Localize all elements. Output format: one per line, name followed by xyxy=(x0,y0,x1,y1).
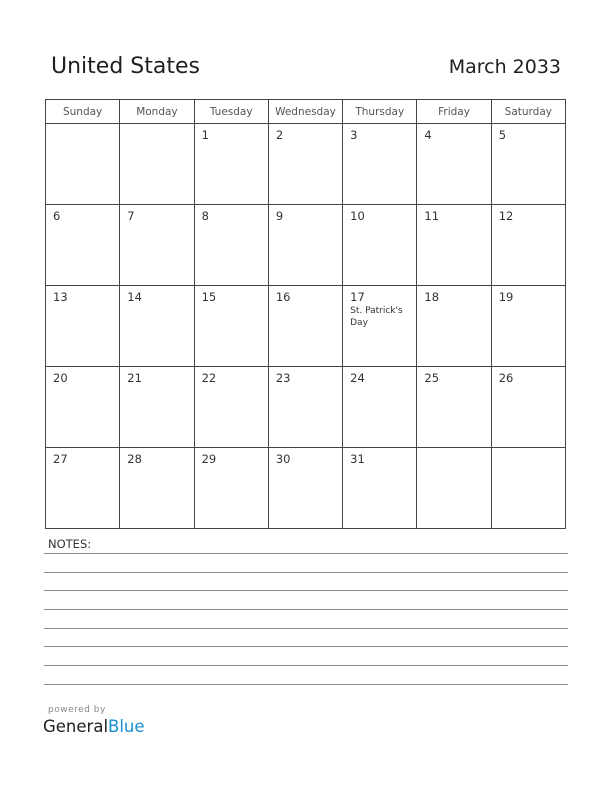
day-number: 5 xyxy=(498,128,507,142)
day-cell xyxy=(343,367,417,448)
generalblue-logo xyxy=(43,717,145,736)
notes-label: NOTES: xyxy=(48,537,92,551)
day-number: 21 xyxy=(127,371,142,385)
weekday-sunday: Sunday xyxy=(46,100,120,124)
weekday-friday: Friday xyxy=(417,100,491,124)
calendar-grid xyxy=(45,99,566,529)
country-title: United States xyxy=(51,54,200,79)
day-number: 13 xyxy=(53,290,68,304)
day-cell xyxy=(417,286,491,367)
powered-by-text: powered by xyxy=(48,705,106,715)
day-cell xyxy=(120,205,194,286)
day-cell xyxy=(268,367,342,448)
day-cell xyxy=(46,205,120,286)
day-number: 1 xyxy=(201,128,209,142)
day-number: 17 xyxy=(350,290,365,304)
empty-day-cell xyxy=(46,124,120,205)
day-cell xyxy=(268,448,342,529)
day-cell xyxy=(46,286,120,367)
weekday-tuesday: Tuesday xyxy=(194,100,268,124)
day-cell xyxy=(194,286,268,367)
weekday-monday: Monday xyxy=(120,100,194,124)
day-cell xyxy=(417,124,491,205)
day-number: 19 xyxy=(498,290,514,304)
week-row xyxy=(46,448,566,529)
day-cell xyxy=(417,205,491,286)
day-cell xyxy=(491,124,565,205)
day-number: 9 xyxy=(275,209,284,223)
day-cell xyxy=(343,124,417,205)
day-number: 10 xyxy=(350,209,365,223)
day-number: 12 xyxy=(498,209,514,223)
note-line xyxy=(44,665,568,666)
day-cell xyxy=(417,367,491,448)
day-number: 29 xyxy=(201,452,217,466)
day-cell xyxy=(268,124,342,205)
note-line xyxy=(44,684,568,685)
empty-day-cell xyxy=(120,124,194,205)
day-number: 22 xyxy=(201,371,217,385)
day-cell xyxy=(194,205,268,286)
day-cell xyxy=(268,286,342,367)
week-row xyxy=(46,124,566,205)
day-number: 7 xyxy=(127,209,135,223)
day-cell xyxy=(343,286,417,367)
day-number: 26 xyxy=(498,371,514,385)
day-number: 31 xyxy=(350,452,365,466)
day-number: 2 xyxy=(275,128,284,142)
note-line xyxy=(44,609,568,610)
day-number: 28 xyxy=(127,452,142,466)
day-cell xyxy=(46,367,120,448)
day-number: 11 xyxy=(424,209,440,223)
logo-general: General xyxy=(43,717,109,736)
empty-day-cell xyxy=(417,448,491,529)
day-number: 24 xyxy=(350,371,365,385)
day-cell xyxy=(194,124,268,205)
day-cell xyxy=(46,448,120,529)
day-number: 20 xyxy=(53,371,68,385)
day-cell xyxy=(491,205,565,286)
day-cell xyxy=(120,367,194,448)
note-line xyxy=(44,590,568,591)
weekday-thursday: Thursday xyxy=(343,100,417,124)
week-row xyxy=(46,286,566,367)
holiday-label: St. Patrick's Day xyxy=(350,306,403,328)
day-cell xyxy=(194,367,268,448)
note-line xyxy=(44,646,568,647)
note-line xyxy=(44,553,568,554)
day-number: 25 xyxy=(424,371,440,385)
day-number: 4 xyxy=(424,128,432,142)
day-number: 16 xyxy=(275,290,291,304)
day-number: 3 xyxy=(350,128,358,142)
weekday-header-row xyxy=(46,100,566,124)
note-line xyxy=(44,572,568,573)
empty-day-cell xyxy=(491,448,565,529)
day-number: 15 xyxy=(201,290,217,304)
day-cell xyxy=(491,286,565,367)
day-cell xyxy=(194,448,268,529)
day-number: 18 xyxy=(424,290,440,304)
day-number: 27 xyxy=(53,452,68,466)
weekday-saturday: Saturday xyxy=(491,100,565,124)
day-number: 30 xyxy=(275,452,291,466)
logo-blue: Blue xyxy=(108,717,145,736)
day-cell xyxy=(268,205,342,286)
day-cell xyxy=(491,367,565,448)
week-row xyxy=(46,367,566,448)
week-row xyxy=(46,205,566,286)
month-title: March 2033 xyxy=(448,56,561,78)
day-number: 23 xyxy=(275,371,291,385)
day-cell xyxy=(120,448,194,529)
day-number: 14 xyxy=(127,290,142,304)
day-cell xyxy=(343,205,417,286)
weekday-wednesday: Wednesday xyxy=(268,100,342,124)
day-number: 8 xyxy=(201,209,209,223)
day-number: 6 xyxy=(53,209,61,223)
note-line xyxy=(44,628,568,629)
day-cell xyxy=(120,286,194,367)
day-cell xyxy=(343,448,417,529)
